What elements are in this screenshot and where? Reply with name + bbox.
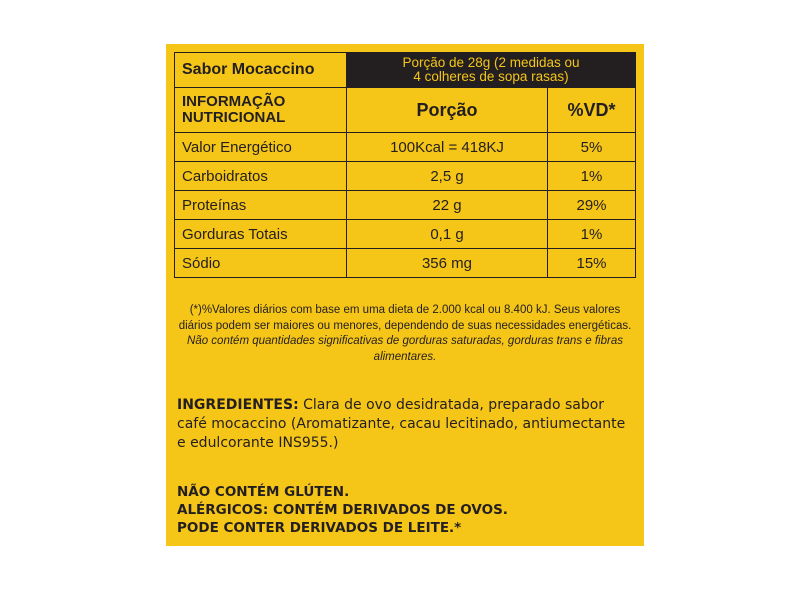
nutrient-name: Carboidratos [175, 162, 347, 191]
portion-line-2: 4 colheres de sopa rasas) [413, 69, 569, 84]
nutrient-vd: 29% [548, 191, 636, 220]
milk-warning: PODE CONTER DERIVADOS DE LEITE.* [177, 520, 462, 536]
gluten-warning: NÃO CONTÉM GLÚTEN. [177, 484, 350, 500]
column-header-vd: %VD* [548, 88, 636, 133]
nutrition-label [166, 44, 644, 546]
ingredients-label: INGREDIENTES: [177, 397, 299, 413]
table-row [175, 162, 636, 191]
table-row [175, 249, 636, 278]
nutrient-vd: 1% [548, 162, 636, 191]
portion-size [347, 53, 636, 88]
column-header-info-line-1: INFORMAÇÃO [182, 93, 286, 110]
table-row [175, 191, 636, 220]
nutrient-name: Valor Energético [175, 133, 347, 162]
table-row [175, 133, 636, 162]
nutrient-vd: 5% [548, 133, 636, 162]
nutrient-amount: 0,1 g [347, 220, 548, 249]
footnote-text: (*)%Valores diários com base em uma dieta de 2.000 kcal ou 8.400 kJ. Seus valores diários podem ser maiores ou menores, dependendo de suas necessidades energéticas. [178, 304, 632, 332]
nutrient-amount: 22 g [347, 191, 548, 220]
allergen-warning: ALÉRGICOS: CONTÉM DERIVADOS DE OVOS. [177, 502, 508, 518]
table-row [175, 220, 636, 249]
nutrient-vd: 1% [548, 220, 636, 249]
nutrient-amount: 100Kcal = 418KJ [347, 133, 548, 162]
column-header-info [175, 88, 347, 133]
nutrient-name: Proteínas [175, 191, 347, 220]
nutrient-vd: 15% [548, 249, 636, 278]
table-header-row [175, 53, 636, 88]
allergen-warnings [177, 483, 637, 537]
nutrient-amount: 2,5 g [347, 162, 548, 191]
nutrient-name: Gorduras Totais [175, 220, 347, 249]
column-header-info-line-2: NUTRICIONAL [182, 109, 286, 126]
footnote [172, 303, 638, 365]
footnote-italic-text: Não contém quantidades significativas de gorduras saturadas, gorduras trans e fibras alimentares. [187, 335, 623, 363]
nutrition-table [174, 52, 636, 278]
portion-line-1: Porção de 28g (2 medidas ou [402, 55, 580, 70]
column-header-portion: Porção [347, 88, 548, 133]
ingredients-section [177, 396, 637, 453]
column-header-row [175, 88, 636, 133]
flavor-title: Sabor Mocaccino [175, 53, 347, 88]
ingredients-text: Clara de ovo desidratada, preparado sabor café mocaccino (Aromatizante, cacau lecitinado, antiumectante e edulcorante INS955.) [177, 397, 626, 451]
nutrient-amount: 356 mg [347, 249, 548, 278]
nutrient-name: Sódio [175, 249, 347, 278]
